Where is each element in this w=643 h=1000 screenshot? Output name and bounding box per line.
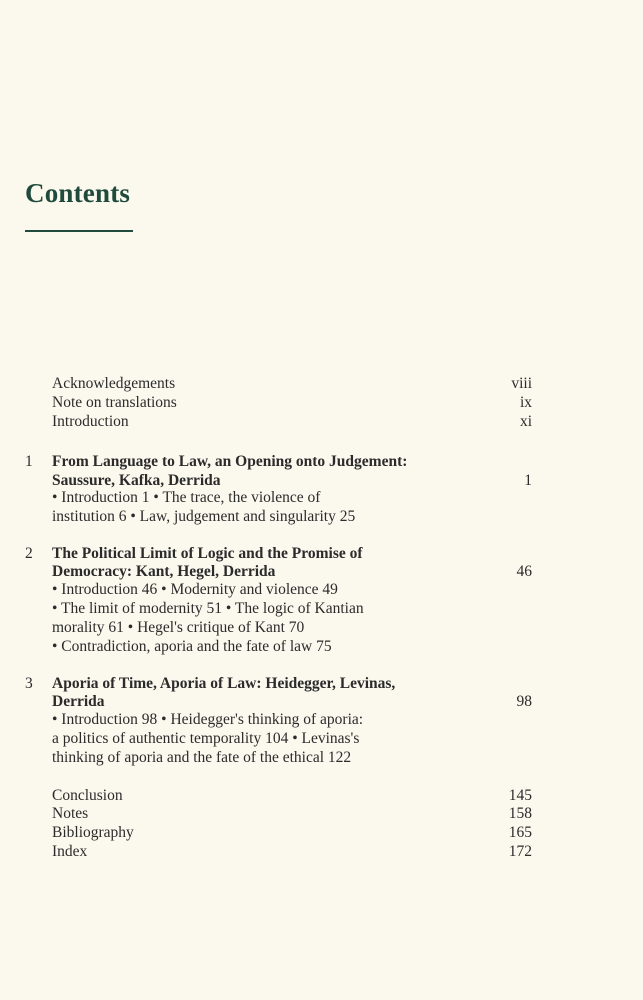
toc-entry-conclusion: Conclusion <box>52 787 123 804</box>
chapter-2-page: 46 <box>516 563 532 580</box>
chapter-3-sub-line-1: • Introduction 98 • Heidegger's thinking of aporia: <box>52 711 364 728</box>
toc-page-acknowledgements: viii <box>511 375 532 392</box>
toc-page-bibliography: 165 <box>508 824 532 841</box>
chapter-3-title-line-2: Derrida <box>52 693 105 710</box>
chapter-1-number: 1 <box>25 453 33 470</box>
title-rule <box>25 230 133 232</box>
chapter-2-sub-line-3: morality 61 • Hegel's critique of Kant 70 <box>52 619 305 636</box>
toc-entry-notes: Notes <box>52 805 89 822</box>
chapter-2-number: 2 <box>25 545 33 562</box>
toc-page-note-on-translations: ix <box>519 394 532 411</box>
page-title: Contents <box>25 178 131 208</box>
chapter-2-sub-line-2: • The limit of modernity 51 • The logic of Kantian <box>52 600 364 617</box>
chapter-1-sub-line-2: institution 6 • Law, judgement and singularity 25 <box>52 508 356 525</box>
chapter-3-page: 98 <box>516 693 532 710</box>
toc-entry-introduction: Introduction <box>52 413 129 430</box>
chapter-3-sub-line-3: thinking of aporia and the fate of the ethical 122 <box>52 749 352 766</box>
chapter-1-page: 1 <box>524 472 532 489</box>
toc-page-conclusion: 145 <box>508 787 532 804</box>
toc-page-notes: 158 <box>508 805 532 822</box>
chapter-2-title-line-1: The Political Limit of Logic and the Promise of <box>52 545 363 562</box>
chapter-3-number: 3 <box>25 675 33 692</box>
chapter-3-title-line-1: Aporia of Time, Aporia of Law: Heidegger, Levinas, <box>52 675 396 692</box>
chapter-1-title-line-1: From Language to Law, an Opening onto Judgement: <box>52 453 408 470</box>
toc-entry-note-on-translations: Note on translations <box>52 394 177 411</box>
chapter-1-title-line-2: Saussure, Kafka, Derrida <box>52 472 221 489</box>
chapter-2-title-line-2: Democracy: Kant, Hegel, Derrida <box>52 563 276 580</box>
chapter-1-sub-line-1: • Introduction 1 • The trace, the violence of <box>52 489 321 506</box>
toc-page-introduction: xi <box>519 413 532 430</box>
chapter-2-sub-line-1: • Introduction 46 • Modernity and violence 49 <box>52 581 338 598</box>
chapter-3-sub-line-2: a politics of authentic temporality 104 • Levinas's <box>52 730 360 747</box>
chapter-2-sub-line-4: • Contradiction, aporia and the fate of law 75 <box>52 638 332 655</box>
toc-entry-index: Index <box>52 843 88 860</box>
toc-page-index: 172 <box>508 843 532 860</box>
toc-entry-acknowledgements: Acknowledgements <box>52 375 176 392</box>
toc-entry-bibliography: Bibliography <box>52 824 134 841</box>
